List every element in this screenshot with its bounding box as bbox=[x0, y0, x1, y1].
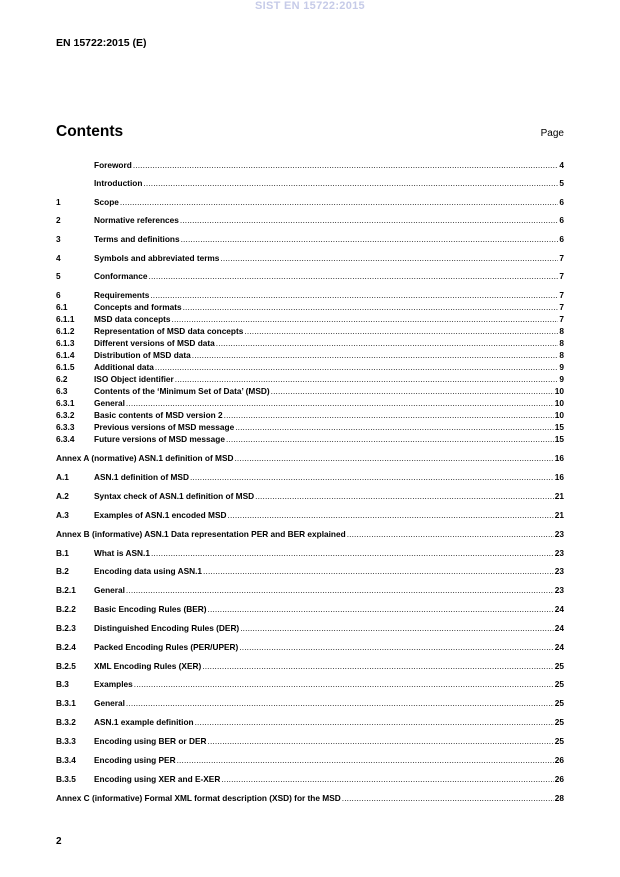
toc-entry[interactable] bbox=[56, 452, 564, 464]
toc-entry-page: 25 bbox=[554, 717, 564, 727]
toc-entry-title: Encoding using XER and E-XER bbox=[94, 774, 221, 784]
toc-entry[interactable] bbox=[56, 678, 564, 690]
toc-entry-number: 6.3.3 bbox=[56, 422, 75, 432]
dot-leader bbox=[134, 678, 554, 690]
toc-entry-number: 6.1.5 bbox=[56, 362, 75, 372]
dot-leader bbox=[255, 490, 554, 502]
toc-entry-title: Basic Encoding Rules (BER) bbox=[94, 604, 207, 614]
toc-entry-page: 16 bbox=[554, 472, 564, 482]
dot-leader bbox=[240, 622, 554, 634]
toc-entry-title: Future versions of MSD message bbox=[94, 434, 225, 444]
toc-entry-page: 10 bbox=[554, 398, 564, 408]
dot-leader bbox=[244, 325, 558, 337]
toc-entry-page: 21 bbox=[554, 510, 564, 520]
toc-entry-title: Encoding data using ASN.1 bbox=[94, 566, 203, 576]
dot-leader bbox=[347, 528, 554, 540]
toc-entry-number: B.3 bbox=[56, 679, 69, 689]
toc-entry-number: 6.1.1 bbox=[56, 314, 75, 324]
dot-leader bbox=[195, 716, 554, 728]
toc-entry-page: 7 bbox=[559, 302, 564, 312]
toc-entry[interactable] bbox=[56, 313, 564, 325]
toc-entry-page: 23 bbox=[554, 548, 564, 558]
toc-entry-title: What is ASN.1 bbox=[94, 548, 150, 558]
toc-entry-title: Scope bbox=[94, 197, 119, 207]
dot-leader bbox=[216, 337, 559, 349]
toc-entry-title: Basic contents of MSD version 2 bbox=[94, 410, 223, 420]
toc-entry-page: 7 bbox=[559, 314, 564, 324]
toc-entry-title: General bbox=[94, 398, 125, 408]
toc-entry-title: Symbols and abbreviated terms bbox=[94, 253, 220, 263]
toc-entry-number: B.3.1 bbox=[56, 698, 76, 708]
toc-entry-number: B.2 bbox=[56, 566, 69, 576]
toc-entry[interactable] bbox=[56, 735, 564, 747]
toc-entry[interactable] bbox=[56, 409, 564, 421]
toc-entry-number: 2 bbox=[56, 215, 61, 225]
toc-entry[interactable] bbox=[56, 325, 564, 337]
toc-entry[interactable] bbox=[56, 337, 564, 349]
toc-entry[interactable] bbox=[56, 301, 564, 313]
toc-entry-title: XML Encoding Rules (XER) bbox=[94, 661, 202, 671]
toc-entry-page: 7 bbox=[559, 253, 564, 263]
toc-entry[interactable] bbox=[56, 385, 564, 397]
dot-leader bbox=[192, 349, 559, 361]
toc-entry-title: Packed Encoding Rules (PER/UPER) bbox=[94, 642, 239, 652]
page-number: 2 bbox=[56, 836, 62, 847]
toc-entry[interactable] bbox=[56, 471, 564, 483]
dot-leader bbox=[224, 409, 554, 421]
dot-leader bbox=[148, 270, 558, 282]
toc-entry-number: B.2.5 bbox=[56, 661, 76, 671]
toc-entry-page: 6 bbox=[559, 234, 564, 244]
toc-entry-number: 6.1.4 bbox=[56, 350, 75, 360]
toc-entry-title: Annex C (informative) Formal XML format description (XSD) for the MSD bbox=[56, 793, 341, 803]
toc-entry-number: A.3 bbox=[56, 510, 69, 520]
toc-entry[interactable] bbox=[56, 603, 564, 615]
toc-entry-title: Additional data bbox=[94, 362, 154, 372]
toc-entry-page: 25 bbox=[554, 698, 564, 708]
toc-entry-page: 7 bbox=[559, 271, 564, 281]
toc-entry-title: Different versions of MSD data bbox=[94, 338, 215, 348]
toc-entry-number: 1 bbox=[56, 197, 61, 207]
toc-entry[interactable] bbox=[56, 421, 564, 433]
toc-entry[interactable] bbox=[56, 641, 564, 653]
toc-entry-title: Foreword bbox=[94, 160, 132, 170]
toc-entry-title: Annex A (normative) ASN.1 definition of MSD bbox=[56, 453, 234, 463]
dot-leader bbox=[177, 754, 554, 766]
toc-entry[interactable] bbox=[56, 397, 564, 409]
document-id: EN 15722:2015 (E) bbox=[56, 37, 147, 49]
dot-leader bbox=[234, 452, 553, 464]
toc-entry[interactable] bbox=[56, 490, 564, 502]
toc-entry[interactable] bbox=[56, 177, 564, 189]
toc-entry-number: 6.3.4 bbox=[56, 434, 75, 444]
toc-entry-title: Conformance bbox=[94, 271, 148, 281]
toc-entry[interactable] bbox=[56, 754, 564, 766]
dot-leader bbox=[143, 177, 558, 189]
toc-entry[interactable] bbox=[56, 270, 564, 282]
toc-entry-page: 10 bbox=[554, 386, 564, 396]
toc-entry[interactable] bbox=[56, 233, 564, 245]
dot-leader bbox=[151, 547, 554, 559]
toc-entry-title: Concepts and formats bbox=[94, 302, 182, 312]
toc-entry-page: 21 bbox=[554, 491, 564, 501]
toc-entry-page: 9 bbox=[559, 362, 564, 372]
toc-entry-number: 6.1.2 bbox=[56, 326, 75, 336]
toc-entry-number: 6.1 bbox=[56, 302, 68, 312]
watermark: SIST EN 15722:2015 bbox=[255, 0, 365, 12]
toc-entry-number: 5 bbox=[56, 271, 61, 281]
toc-entry-title: Representation of MSD data concepts bbox=[94, 326, 244, 336]
toc-entry-title: General bbox=[94, 585, 125, 595]
toc-entry[interactable] bbox=[56, 349, 564, 361]
toc-entry-title: Distinguished Encoding Rules (DER) bbox=[94, 623, 240, 633]
toc-entry[interactable] bbox=[56, 716, 564, 728]
toc-entry[interactable] bbox=[56, 547, 564, 559]
toc-entry[interactable] bbox=[56, 660, 564, 672]
toc-entry-page: 23 bbox=[554, 566, 564, 576]
toc-entry[interactable] bbox=[56, 697, 564, 709]
toc-entry[interactable] bbox=[56, 565, 564, 577]
toc-entry-number: B.2.3 bbox=[56, 623, 76, 633]
dot-leader bbox=[235, 421, 554, 433]
toc-entry-number: B.3.4 bbox=[56, 755, 76, 765]
contents-heading: Contents bbox=[56, 123, 124, 140]
page-column-label: Page bbox=[540, 128, 564, 139]
toc-entry[interactable] bbox=[56, 792, 564, 804]
dot-leader bbox=[227, 509, 553, 521]
dot-leader bbox=[133, 159, 559, 171]
toc-entry-title: Encoding using PER bbox=[94, 755, 176, 765]
dot-leader bbox=[226, 433, 554, 445]
toc-entry-title: Introduction bbox=[94, 178, 143, 188]
toc-entry-page: 24 bbox=[554, 642, 564, 652]
toc-entry[interactable] bbox=[56, 196, 564, 208]
toc-entry-title: Requirements bbox=[94, 290, 150, 300]
toc-entry-number: B.2.4 bbox=[56, 642, 76, 652]
toc-entry-title: ISO Object identifier bbox=[94, 374, 174, 384]
toc-entry-title: Contents of the ‘Minimum Set of Data’ (MSD) bbox=[94, 386, 270, 396]
dot-leader bbox=[342, 792, 554, 804]
dot-leader bbox=[150, 289, 558, 301]
toc-entry-page: 4 bbox=[559, 160, 564, 170]
toc-entry[interactable] bbox=[56, 433, 564, 445]
toc-entry[interactable] bbox=[56, 773, 564, 785]
toc-entry[interactable] bbox=[56, 289, 564, 301]
toc-entry-title: Terms and definitions bbox=[94, 234, 180, 244]
toc-entry-page: 8 bbox=[559, 350, 564, 360]
toc-entry-number: 4 bbox=[56, 253, 61, 263]
dot-leader bbox=[126, 397, 554, 409]
toc-entry[interactable] bbox=[56, 252, 564, 264]
toc-entry-title: Distribution of MSD data bbox=[94, 350, 191, 360]
toc-entry-number: A.2 bbox=[56, 491, 69, 501]
toc-entry-page: 25 bbox=[554, 736, 564, 746]
toc-entry[interactable] bbox=[56, 584, 564, 596]
toc-entry-page: 9 bbox=[559, 374, 564, 384]
toc-entry-title: Previous versions of MSD message bbox=[94, 422, 235, 432]
toc-entry-title: Syntax check of ASN.1 definition of MSD bbox=[94, 491, 255, 501]
toc-entry-page: 8 bbox=[559, 338, 564, 348]
toc-entry-page: 7 bbox=[559, 290, 564, 300]
toc-entry-title: Examples bbox=[94, 679, 133, 689]
toc-entry-number: 6 bbox=[56, 290, 61, 300]
dot-leader bbox=[155, 361, 558, 373]
toc-entry-page: 24 bbox=[554, 623, 564, 633]
dot-leader bbox=[120, 196, 558, 208]
toc-entry[interactable] bbox=[56, 373, 564, 385]
dot-leader bbox=[221, 773, 553, 785]
toc-entry-title: ASN.1 example definition bbox=[94, 717, 194, 727]
dot-leader bbox=[202, 660, 554, 672]
toc-entry-page: 6 bbox=[559, 215, 564, 225]
toc-entry-page: 23 bbox=[554, 529, 564, 539]
toc-entry-page: 16 bbox=[554, 453, 564, 463]
toc-entry-page: 25 bbox=[554, 679, 564, 689]
toc-entry[interactable] bbox=[56, 528, 564, 540]
toc-entry-number: B.2.2 bbox=[56, 604, 76, 614]
toc-entry[interactable] bbox=[56, 509, 564, 521]
toc-entry-number: B.3.2 bbox=[56, 717, 76, 727]
dot-leader bbox=[180, 214, 559, 226]
toc-entry-number: 6.3 bbox=[56, 386, 68, 396]
toc-entry-title: General bbox=[94, 698, 125, 708]
toc-entry-number: 6.1.3 bbox=[56, 338, 75, 348]
dot-leader bbox=[220, 252, 558, 264]
toc-entry-page: 5 bbox=[559, 178, 564, 188]
toc-entry-page: 28 bbox=[554, 793, 564, 803]
toc-entry-number: 3 bbox=[56, 234, 61, 244]
toc-entry-number: 6.2 bbox=[56, 374, 68, 384]
toc-entry[interactable] bbox=[56, 159, 564, 171]
toc-entry-page: 26 bbox=[554, 755, 564, 765]
toc-entry-number: B.3.5 bbox=[56, 774, 76, 784]
table-of-contents bbox=[56, 0, 564, 877]
toc-entry-number: B.1 bbox=[56, 548, 69, 558]
toc-entry-title: Examples of ASN.1 encoded MSD bbox=[94, 510, 227, 520]
toc-entry-page: 23 bbox=[554, 585, 564, 595]
toc-entry[interactable] bbox=[56, 361, 564, 373]
dot-leader bbox=[203, 565, 554, 577]
toc-entry[interactable] bbox=[56, 622, 564, 634]
dot-leader bbox=[126, 584, 554, 596]
toc-entry-number: B.2.1 bbox=[56, 585, 76, 595]
toc-entry[interactable] bbox=[56, 214, 564, 226]
dot-leader bbox=[175, 373, 559, 385]
dot-leader bbox=[271, 385, 554, 397]
toc-entry-title: MSD data concepts bbox=[94, 314, 171, 324]
toc-entry-page: 15 bbox=[554, 434, 564, 444]
toc-entry-page: 10 bbox=[554, 410, 564, 420]
dot-leader bbox=[181, 233, 559, 245]
dot-leader bbox=[126, 697, 554, 709]
dot-leader bbox=[172, 313, 559, 325]
dot-leader bbox=[190, 471, 554, 483]
dot-leader bbox=[239, 641, 553, 653]
toc-entry-title: ASN.1 definition of MSD bbox=[94, 472, 189, 482]
toc-entry-number: 6.3.1 bbox=[56, 398, 75, 408]
toc-entry-title: Normative references bbox=[94, 215, 179, 225]
dot-leader bbox=[207, 735, 553, 747]
dot-leader bbox=[208, 603, 554, 615]
toc-entry-page: 25 bbox=[554, 661, 564, 671]
toc-entry-page: 6 bbox=[559, 197, 564, 207]
toc-entry-page: 26 bbox=[554, 774, 564, 784]
toc-entry-page: 8 bbox=[559, 326, 564, 336]
toc-entry-number: B.3.3 bbox=[56, 736, 76, 746]
toc-entry-number: 6.3.2 bbox=[56, 410, 75, 420]
dot-leader bbox=[183, 301, 559, 313]
toc-entry-page: 24 bbox=[554, 604, 564, 614]
toc-entry-title: Annex B (informative) ASN.1 Data representation PER and BER explained bbox=[56, 529, 346, 539]
toc-entry-title: Encoding using BER or DER bbox=[94, 736, 207, 746]
toc-entry-page: 15 bbox=[554, 422, 564, 432]
toc-entry-number: A.1 bbox=[56, 472, 69, 482]
